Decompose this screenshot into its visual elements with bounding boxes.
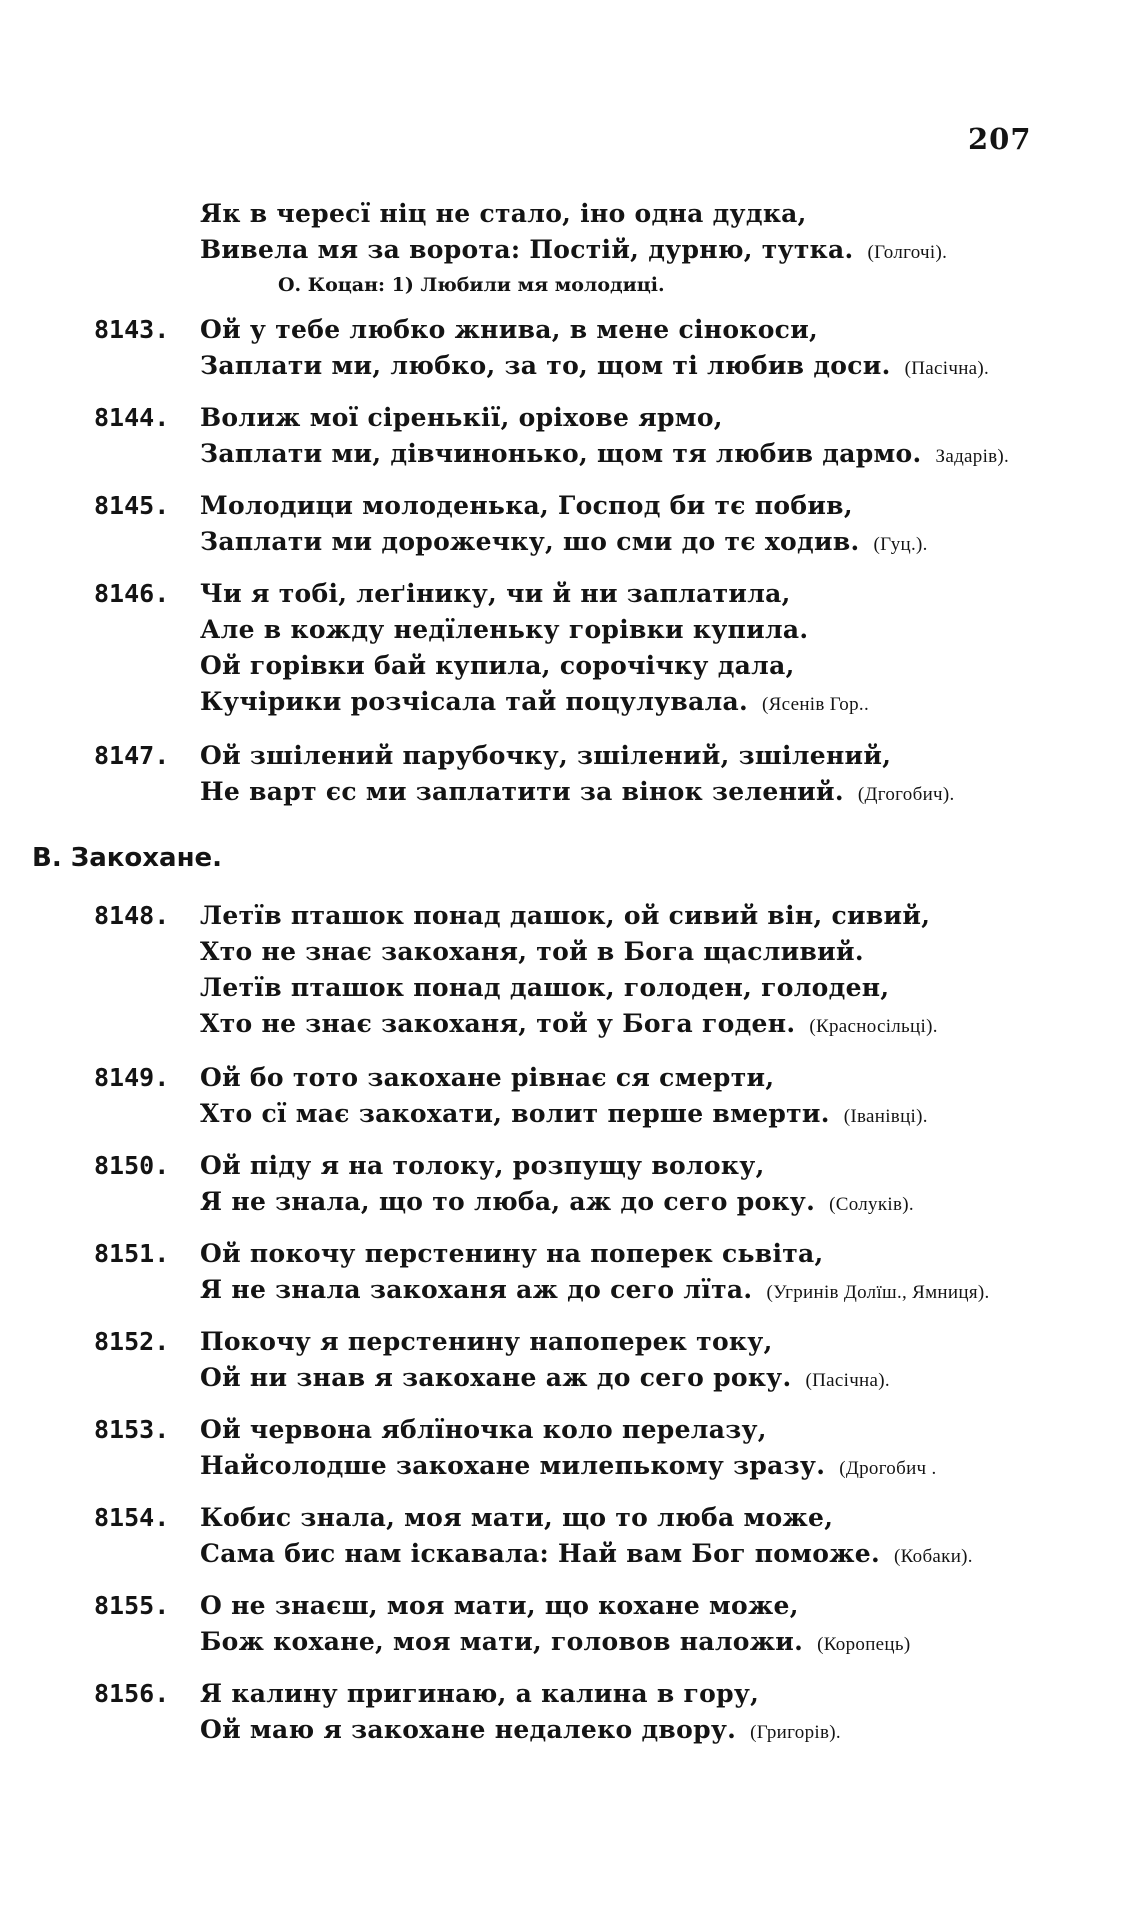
verse-text: Хто не знає закоханя, той у Бога годен. [200, 1009, 796, 1038]
verse-text: Ой у тебе любко жнива, в мене сінокоси, [200, 315, 819, 344]
entry-number: 8145. [94, 491, 170, 520]
source-location: (Кобаки). [894, 1546, 973, 1567]
verse-text: Молодици молоденька, Господ би тє побив, [200, 491, 853, 520]
verse-line [200, 1500, 973, 1536]
source-location: (Угринів Долїш., Ямниця). [766, 1282, 990, 1303]
source-location: Задарів). [935, 446, 1010, 467]
entry-number: 8146. [94, 579, 170, 608]
verse-text: О не знаєш, моя мати, що кохане може, [200, 1591, 799, 1620]
source-location: (Коропець) [817, 1634, 911, 1655]
verse-text: Ой ни знав я закохане аж до сего року. [200, 1363, 792, 1392]
verse-text: Хто не знає закоханя, той в Бога щасливий. [200, 937, 864, 966]
verse-line [200, 232, 947, 268]
verse-text: Кобис знала, моя мати, що то люба може, [200, 1503, 834, 1532]
entry-lines [200, 488, 928, 560]
verse-text: Летїв пташок понад дашок, ой сивий він, сивий, [200, 901, 931, 930]
source-location: (Ясенів Гор.. [762, 694, 870, 715]
source-location: (Іванівці). [843, 1106, 928, 1127]
verse-line [200, 312, 989, 348]
entry-number: 8153. [94, 1415, 170, 1444]
entry-lines [200, 1500, 973, 1572]
entry-lines [200, 738, 955, 810]
verse-text: Ой зшілений парубочку, зшілений, зшілений, [200, 741, 892, 770]
verse-text: Ой горівки бай купила, сорочічку дала, [200, 651, 795, 680]
verse-text: Я не знала закоханя аж до сего лїта. [200, 1275, 753, 1304]
source-location: (Дрогобич . [839, 1458, 937, 1479]
page-number: 207 [968, 122, 1032, 156]
verse-line [200, 196, 947, 232]
entry-lines [200, 1412, 937, 1484]
verse-text: Вивела мя за ворота: Постій, дурню, тутка. [200, 235, 854, 264]
verse-text: Волиж мої сіренькії, оріхове ярмо, [200, 403, 723, 432]
entry-number: 8148. [94, 901, 170, 930]
source-location: (Григорів). [750, 1722, 841, 1743]
verse-line [200, 1624, 910, 1660]
verse-text: Заплати ми дорожечку, шо сми до тє ходив. [200, 527, 860, 556]
verse-line [200, 348, 989, 384]
verse-line [200, 576, 869, 612]
entry-number: 8154. [94, 1503, 170, 1532]
verse-line [200, 898, 938, 934]
verse-line [200, 1412, 937, 1448]
entry-number: 8151. [94, 1239, 170, 1268]
entry-number: 8144. [94, 403, 170, 432]
verse-text: Заплати ми, любко, за то, щом ті любив доси. [200, 351, 891, 380]
source-location: (Гуц.). [873, 534, 928, 555]
verse-text: Найсолодше закохане милепькому зразу. [200, 1451, 826, 1480]
entry-lines [200, 400, 1009, 472]
verse-text: Ой піду я на толоку, розпущу волоку, [200, 1151, 765, 1180]
source-location: (Красносільці). [809, 1016, 938, 1037]
entry-lines [200, 576, 869, 720]
verse-text: Але в кожду недїленьку горівки купила. [200, 615, 809, 644]
verse-line [200, 684, 869, 720]
entry-number: 8155. [94, 1591, 170, 1620]
verse-line [200, 1006, 938, 1042]
verse-line [200, 436, 1009, 472]
entry-lines [200, 1236, 990, 1308]
verse-text: Хто сї має закохати, волит перше вмерти. [200, 1099, 830, 1128]
verse-text: Заплати ми, дівчинонько, щом тя любив дармо. [200, 439, 922, 468]
entry-lines [200, 1060, 928, 1132]
source-location: (Пасічна). [904, 358, 990, 379]
section-heading: В. Закохане. [32, 843, 223, 873]
entry-lines [200, 1324, 890, 1396]
verse-text: Кучірики розчісала тай поцулувала. [200, 687, 749, 716]
entry-number: 8150. [94, 1151, 170, 1180]
verse-text: Покочу я перстенину напоперек току, [200, 1327, 773, 1356]
verse-line [200, 1712, 841, 1748]
verse-text: Бож кохане, моя мати, головов наложи. [200, 1627, 804, 1656]
verse-line [200, 400, 1009, 436]
verse-line [200, 738, 955, 774]
verse-text: Ой червона яблїночка коло перелазу, [200, 1415, 767, 1444]
footnote: О. Коцан: 1) Любили мя молодиці. [278, 274, 665, 296]
source-location: (Пасічна). [805, 1370, 890, 1391]
verse-line [200, 1148, 914, 1184]
verse-text: Не варт єс ми заплатити за вінок зелений. [200, 777, 844, 806]
verse-line [200, 1448, 937, 1484]
verse-text: Ой маю я закохане недалеко двору. [200, 1715, 737, 1744]
intro-lines [200, 196, 947, 268]
verse-line [200, 1272, 990, 1308]
verse-line [200, 934, 938, 970]
verse-line [200, 648, 869, 684]
verse-line [200, 1096, 928, 1132]
source-location: (Солуків). [829, 1194, 914, 1215]
entry-number: 8152. [94, 1327, 170, 1356]
entry-lines [200, 1676, 841, 1748]
verse-line [200, 774, 955, 810]
verse-line [200, 1536, 973, 1572]
entry-lines [200, 1148, 914, 1220]
verse-line [200, 488, 928, 524]
verse-line [200, 1360, 890, 1396]
verse-text: Як в чересї ніц не стало, іно одна дудка, [200, 199, 807, 228]
verse-line [200, 612, 869, 648]
verse-line [200, 524, 928, 560]
source-location: (Голгочі). [867, 242, 948, 263]
verse-text: Я калину пригинаю, а калина в гору, [200, 1679, 760, 1708]
verse-line [200, 1588, 910, 1624]
entry-number: 8156. [94, 1679, 170, 1708]
verse-text: Ой покочу перстенину на поперек сьвіта, [200, 1239, 824, 1268]
verse-text: Чи я тобі, леґінику, чи й ни заплатила, [200, 579, 791, 608]
verse-line [200, 1060, 928, 1096]
verse-text: Я не знала, що то люба, аж до сего року. [200, 1187, 816, 1216]
source-location: (Дгогобич). [857, 784, 955, 805]
entry-number: 8143. [94, 315, 170, 344]
entry-lines [200, 1588, 910, 1660]
verse-line [200, 1184, 914, 1220]
verse-text: Летїв пташок понад дашок, голоден, голоден, [200, 973, 890, 1002]
entry-lines [200, 312, 989, 384]
entry-lines [200, 898, 938, 1042]
verse-line [200, 1236, 990, 1272]
verse-text: Ой бо тото закохане рівнає ся смерти, [200, 1063, 775, 1092]
verse-line [200, 1676, 841, 1712]
verse-line [200, 1324, 890, 1360]
verse-line [200, 970, 938, 1006]
entry-number: 8147. [94, 741, 170, 770]
entry-number: 8149. [94, 1063, 170, 1092]
verse-text: Сама бис нам іскавала: Най вам Бог поможе. [200, 1539, 881, 1568]
